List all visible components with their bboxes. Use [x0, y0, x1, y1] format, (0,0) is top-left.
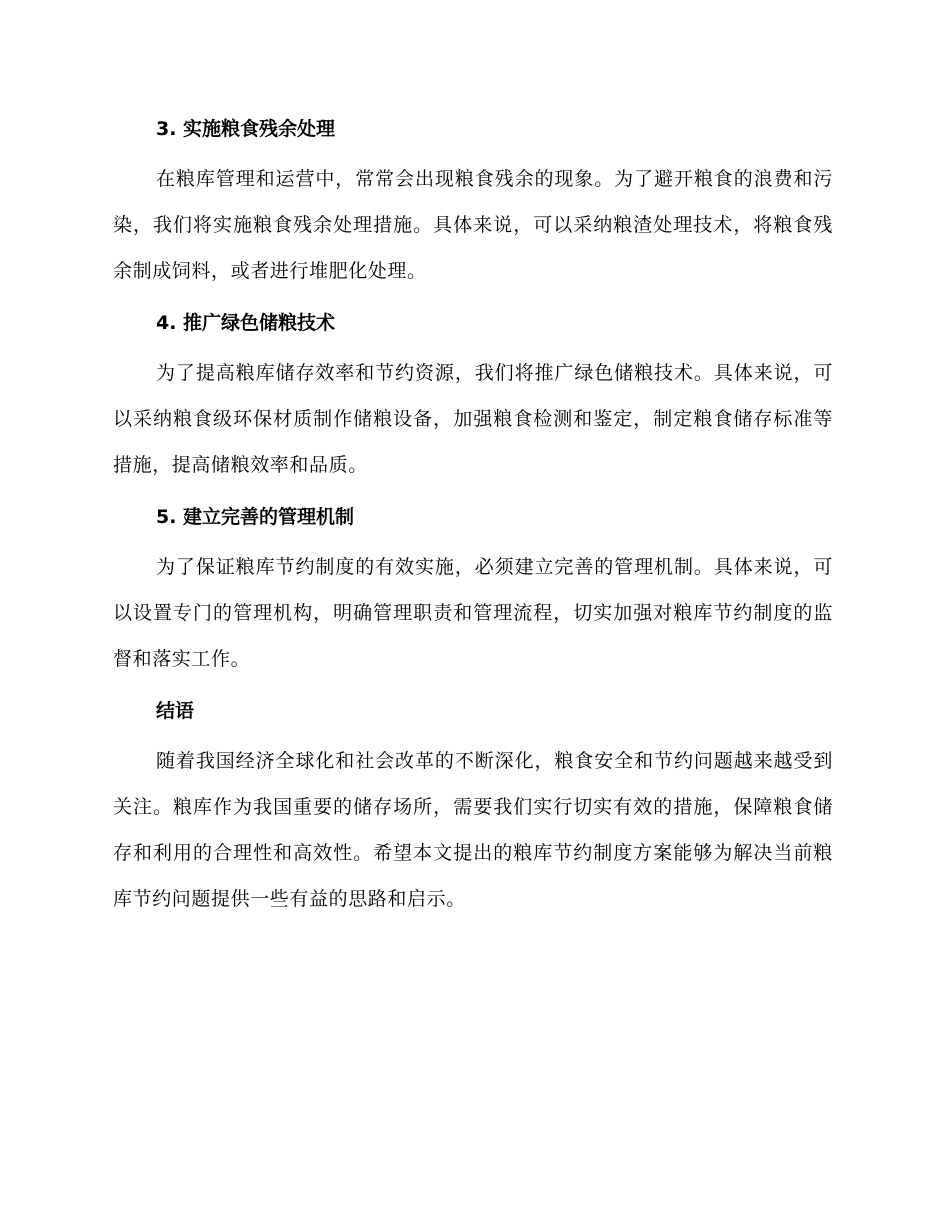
section-heading-3: 3. 实施粮食残余处理 [156, 118, 336, 140]
section-paragraph-3: 在粮库管理和运营中，常常会出现粮食残余的现象。为了避开粮食的浪费和污染，我们将实施粮食残余处理措施。具体来说，可以采纳粮渣处理技术，将粮食残余制成饲料，或者进行堆肥化处理。 [113, 168, 833, 282]
section-paragraph-4: 为了提高粮库储存效率和节约资源，我们将推广绿色储粮技术。具体来说，可以采纳粮食级环保材质制作储粮设备，加强粮食检测和鉴定，制定粮食储存标准等措施，提高储粮效率和品质。 [113, 362, 833, 476]
document-page [113, 112, 833, 934]
section-paragraph-5: 为了保证粮库节约制度的有效实施，必须建立完善的管理机制。具体来说，可以设置专门的管理机构，明确管理职责和管理流程，切实加强对粮库节约制度的监督和落实工作。 [113, 556, 833, 670]
section-heading-5: 5. 建立完善的管理机制 [156, 506, 355, 528]
conclusion-heading: 结语 [156, 700, 195, 722]
section-heading-4: 4. 推广绿色储粮技术 [156, 312, 336, 334]
conclusion-paragraph: 随着我国经济全球化和社会改革的不断深化，粮食安全和节约问题越来越受到关注。粮库作为我国重要的储存场所，需要我们实行切实有效的措施，保障粮食储存和利用的合理性和高效性。希望本文提出的粮库节约制度方案能够为解决当前粮库节约问题提供一些有益的思路和启示。 [113, 750, 833, 910]
